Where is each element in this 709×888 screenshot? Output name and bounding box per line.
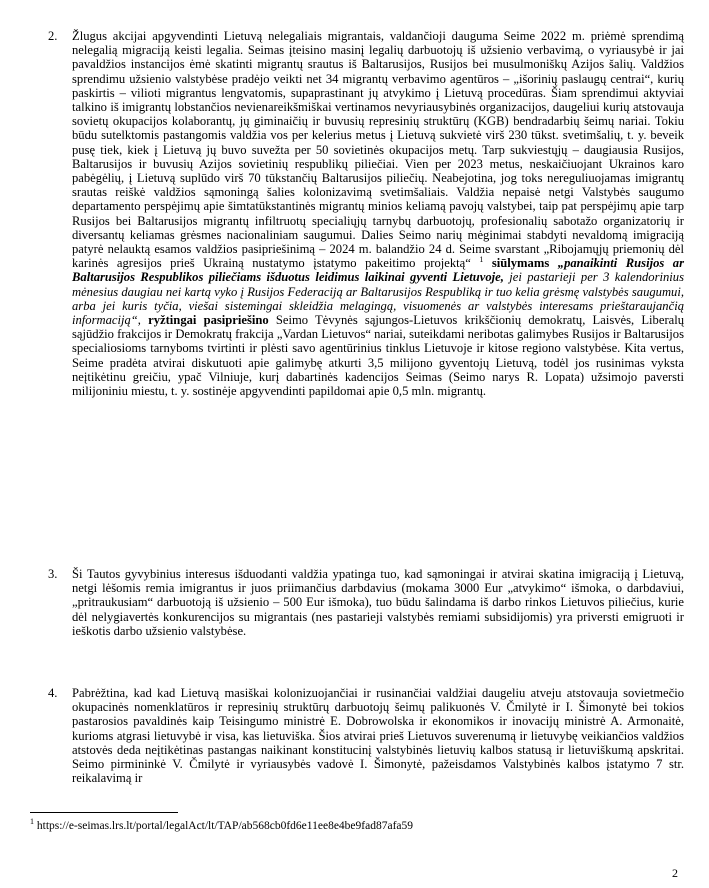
- text-run: [483, 256, 492, 270]
- item-text: [72, 29, 684, 398]
- text-run: „panaikinti Rusijos ar Baltarusijos Respublikos piliečiams išduotus leidimus laikinai gyventi Lietuvoje,: [72, 256, 684, 285]
- text-run: Ši Tautos gyvybinius interesus išduodanti valdžia ypatinga tuo, kad sąmoningai ir atvirai skatina imigraciją į Lietuvą, netgi lėšomis remia imigrantus ir juos priimančius darbdavius (mokama 3000 Eur „atvykimo“ išmoka, o darbdaviui, „pritraukusiam“ darbuotoją iš užsienio – 500 Eur išmoka), tuo būdu šalindama iš darbo rinkos Lietuvos piliečius, kurie dėl nelygiavertės konkurencijos su migrantais (nes pastarieji valstybės remiami subsidijomis) yra priversti emigruoti ir ieškotis darbo užsienio valstybėse.: [72, 567, 684, 638]
- text-run: ,: [137, 313, 149, 328]
- list-item-3: [48, 567, 684, 638]
- item-number: 4.: [48, 686, 58, 700]
- text-run: Seimo Tėvynės sąjungos-Lietuvos krikščionių demokratų, Laisvės, Liberalų sąjūdžio frakcijos ir Demokratų frakcija „Vardan Lietuvos“ nariai, suteikdami neribotas galimybes Rusijos ir Baltarusijos specialiosioms tarnyboms tvirtinti ir plėsti savo agentūrinius tinklus Lietuvoje ir kitose regiono valstybėse. Kita vertus, Seime pradėta atvirai diskutuoti apie galimybę atkurti 3,5 milijono gyventojų Lietuvą, todėl jos rusinimas vyksta neįtikėtinu greičiu, ypač Vilniuje, kurį dabartinės kadencijos Seimas (Seimo narys R. Lopata) užsimojo paversti milijoniniu miestu, t. y. sostinėje apgyvendinti papildomai apie 0,5 mln. migrantų.: [72, 313, 685, 399]
- text-run: ryžtingai pasipriešino: [148, 313, 269, 328]
- page-number: 2: [672, 866, 678, 880]
- item-number: 2.: [48, 29, 58, 43]
- item-number: 3.: [48, 567, 58, 581]
- footnote-marker: 1: [30, 817, 34, 826]
- footnote-ref: 1: [479, 255, 484, 265]
- footnote-separator: [30, 812, 178, 813]
- item-text: [72, 686, 684, 785]
- list-item-2: [48, 29, 684, 398]
- text-run: jei pastarieji per 3 kalendorinius mėnesius daugiau nei kartą vyko į Rusijos Federaciją ar Baltarusijos Respubliką ir tuo kelia grėsmę valstybės saugumui, arba jei kuris tyčia, viešai sistemingai skleidžia melagingą, visuomenės ar valstybės interesams prieštaraujančią informaciją“: [72, 270, 685, 328]
- list-item-4: [48, 686, 684, 785]
- footnote-link[interactable]: https://e-seimas.lrs.lt/portal/legalAct/lt/TAP/ab568cb0fd6e11ee8e4be9fad87afa59: [34, 820, 414, 832]
- text-run: Žlugus akcijai apgyvendinti Lietuvą nelegaliais migrantais, valdančioji dauguma Seime 2022 m. priėmė sprendimą nelegalią migraciją keisti legalia. Seimas įteisino masinį legalių darbuotojų iš užsienio verbavimą, o vyriausybė ir jai pavaldžios instancijos ėmė skatinti migrantų srautus iš Baltarusijos, Rusijos bei musulmoniškų Azijos šalių. Valdžios sprendimu užsienio valstybėse pradėjo veikti net 34 migrantų verbavimo agentūros – „išorinių paslaugų centrai“, kurių paskirtis – vilioti migrantus lengvatomis, supaprastinant jų atvykimo į Lietuvą procedūras. Šiam sprendimui aktyviai talkino iš imigrantų lobstančios nevienareikšmiškai vertinamos nevyriausybinės organizacijos, daugeliui kurių atstovauja sovietų okupacijos kolaborantų, jų giminaičių ir buvusių represinių struktūrų (KGB) bendradarbių šeimų nariai. Tokiu būdu sutelktomis pastangomis valdžia vos per kelerius metus į Lietuvą sukvietė virš 230 tūkst. svetimšalių, t. y. beveik pusę tiek, kiek į Lietuvą jų buvo suvežta per 50 sovietinės okupacijos metų. Tarp sukviestųjų – daugiausia Rusijos, Baltarusijos ir buvusių Azijos sovietinių respublikų piliečiai. Vien per 2023 metus, neskaičiuojant Ukrainos karo pabėgėlių, į Lietuvą suplūdo virš 70 tūkstančių Baltarusijos piliečių. Neabejotina, jog toks nereguliuojamas imigrantų srautas reiškė valdžios sąmoningą šalies kolonizavimą svetimšaliais. Valdžia nepaisė netgi Valstybės saugumo departamento perspėjimų apie šimtatūkstantinės migrantų minios keliamą pavojų valstybei, taip pat perspėjimų apie tarp Rusijos bei Baltarusijos migrantų infiltruotų specialiųjų tarnybų darbuotojų, profesionalių sabotažo organizatorių ir diversantų keliamas grėsmes nacionaliniam saugumui. Dalies Seimo narių mėginimai stabdyti nevaldomą imigraciją patyrė nelauktą esamos valdžios pasipriešinimą – 2024 m. balandžio 24 d. Seime svarstant „Ribojamųjų priemonių dėl karinės agresijos prieš Ukrainą nustatymo įstatymo pakeitimo projektą“: [72, 29, 684, 271]
- text-run: [549, 256, 558, 270]
- text-run: siūlymams: [491, 256, 550, 271]
- footnote: [30, 817, 414, 832]
- item-text: [72, 567, 684, 638]
- text-run: Pabrėžtina, kad kad Lietuvą masiškai kolonizuojančiai ir rusinančiai valdžiai daugeliu atveju atstovauja sovietmečio okupacinės nomenklatūros ir represinių struktūrų darbuotojų šeimų palikuonės V. Čmilytė ir I. Šimonytė bei tokios pastarosios pavaldinės kaip Teisingumo ministrė E. Dobrowolska ir ekonomikos ir inovacijų ministrė A. Armonaitė, kurioms atgrasi lietuvybė ir visa, kas lietuviška. Šios atvirai prieš Lietuvos suverenumą ir lietuvybę veikiančios valdžios atstovės deda neįtikėtinas pastangas naikinant konstitucinį valstybinės lietuvių kalbos statusą ir lietuviškumą apskritai. Seimo pirmininkė V. Čmilytė ir vyriausybės vadovė I. Šimonytė, pažeisdamos Valstybinės kalbos įstatymo 7 str. reikalavimą ir: [72, 686, 684, 786]
